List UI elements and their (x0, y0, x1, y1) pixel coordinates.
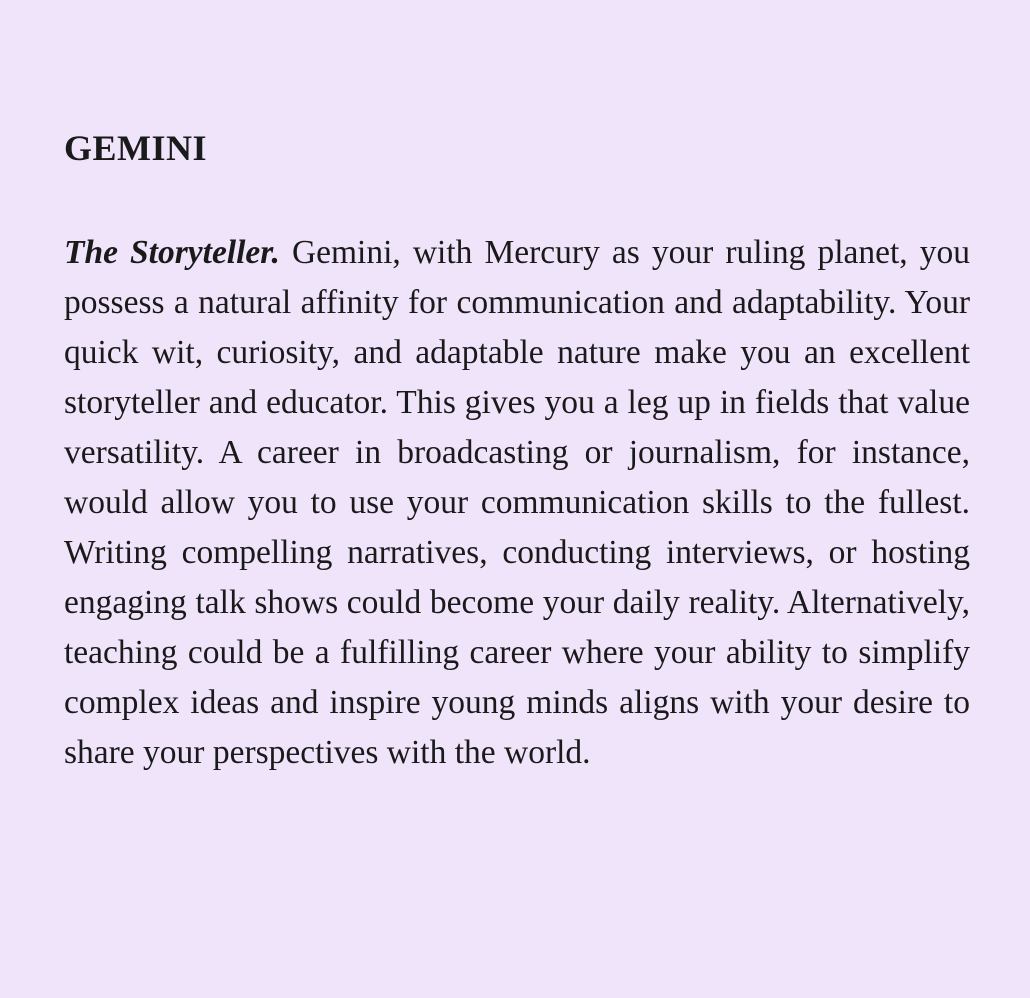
page-title: GEMINI (64, 128, 208, 168)
lead-phrase: The Storyteller. (64, 234, 280, 271)
paragraph-text: Gemini, with Mercury as your ruling planet, you possess a natural affinity for communication and adaptability. Your quick wit, curiosity, and adaptable nature make you an excellent storyteller and educator. This gives you a leg up in fields that value versatility. A career in broadcasting or journalism, for instance, would allow you to use your communication skills to the fullest. Writing compelling narratives, conducting interviews, or hosting engaging talk shows could become your daily reality. Alternatively, teaching could be a fulfilling career where your ability to simplify complex ideas and inspire young minds aligns with your desire to share your perspectives with the world. (64, 234, 971, 771)
body-paragraph (64, 228, 970, 778)
